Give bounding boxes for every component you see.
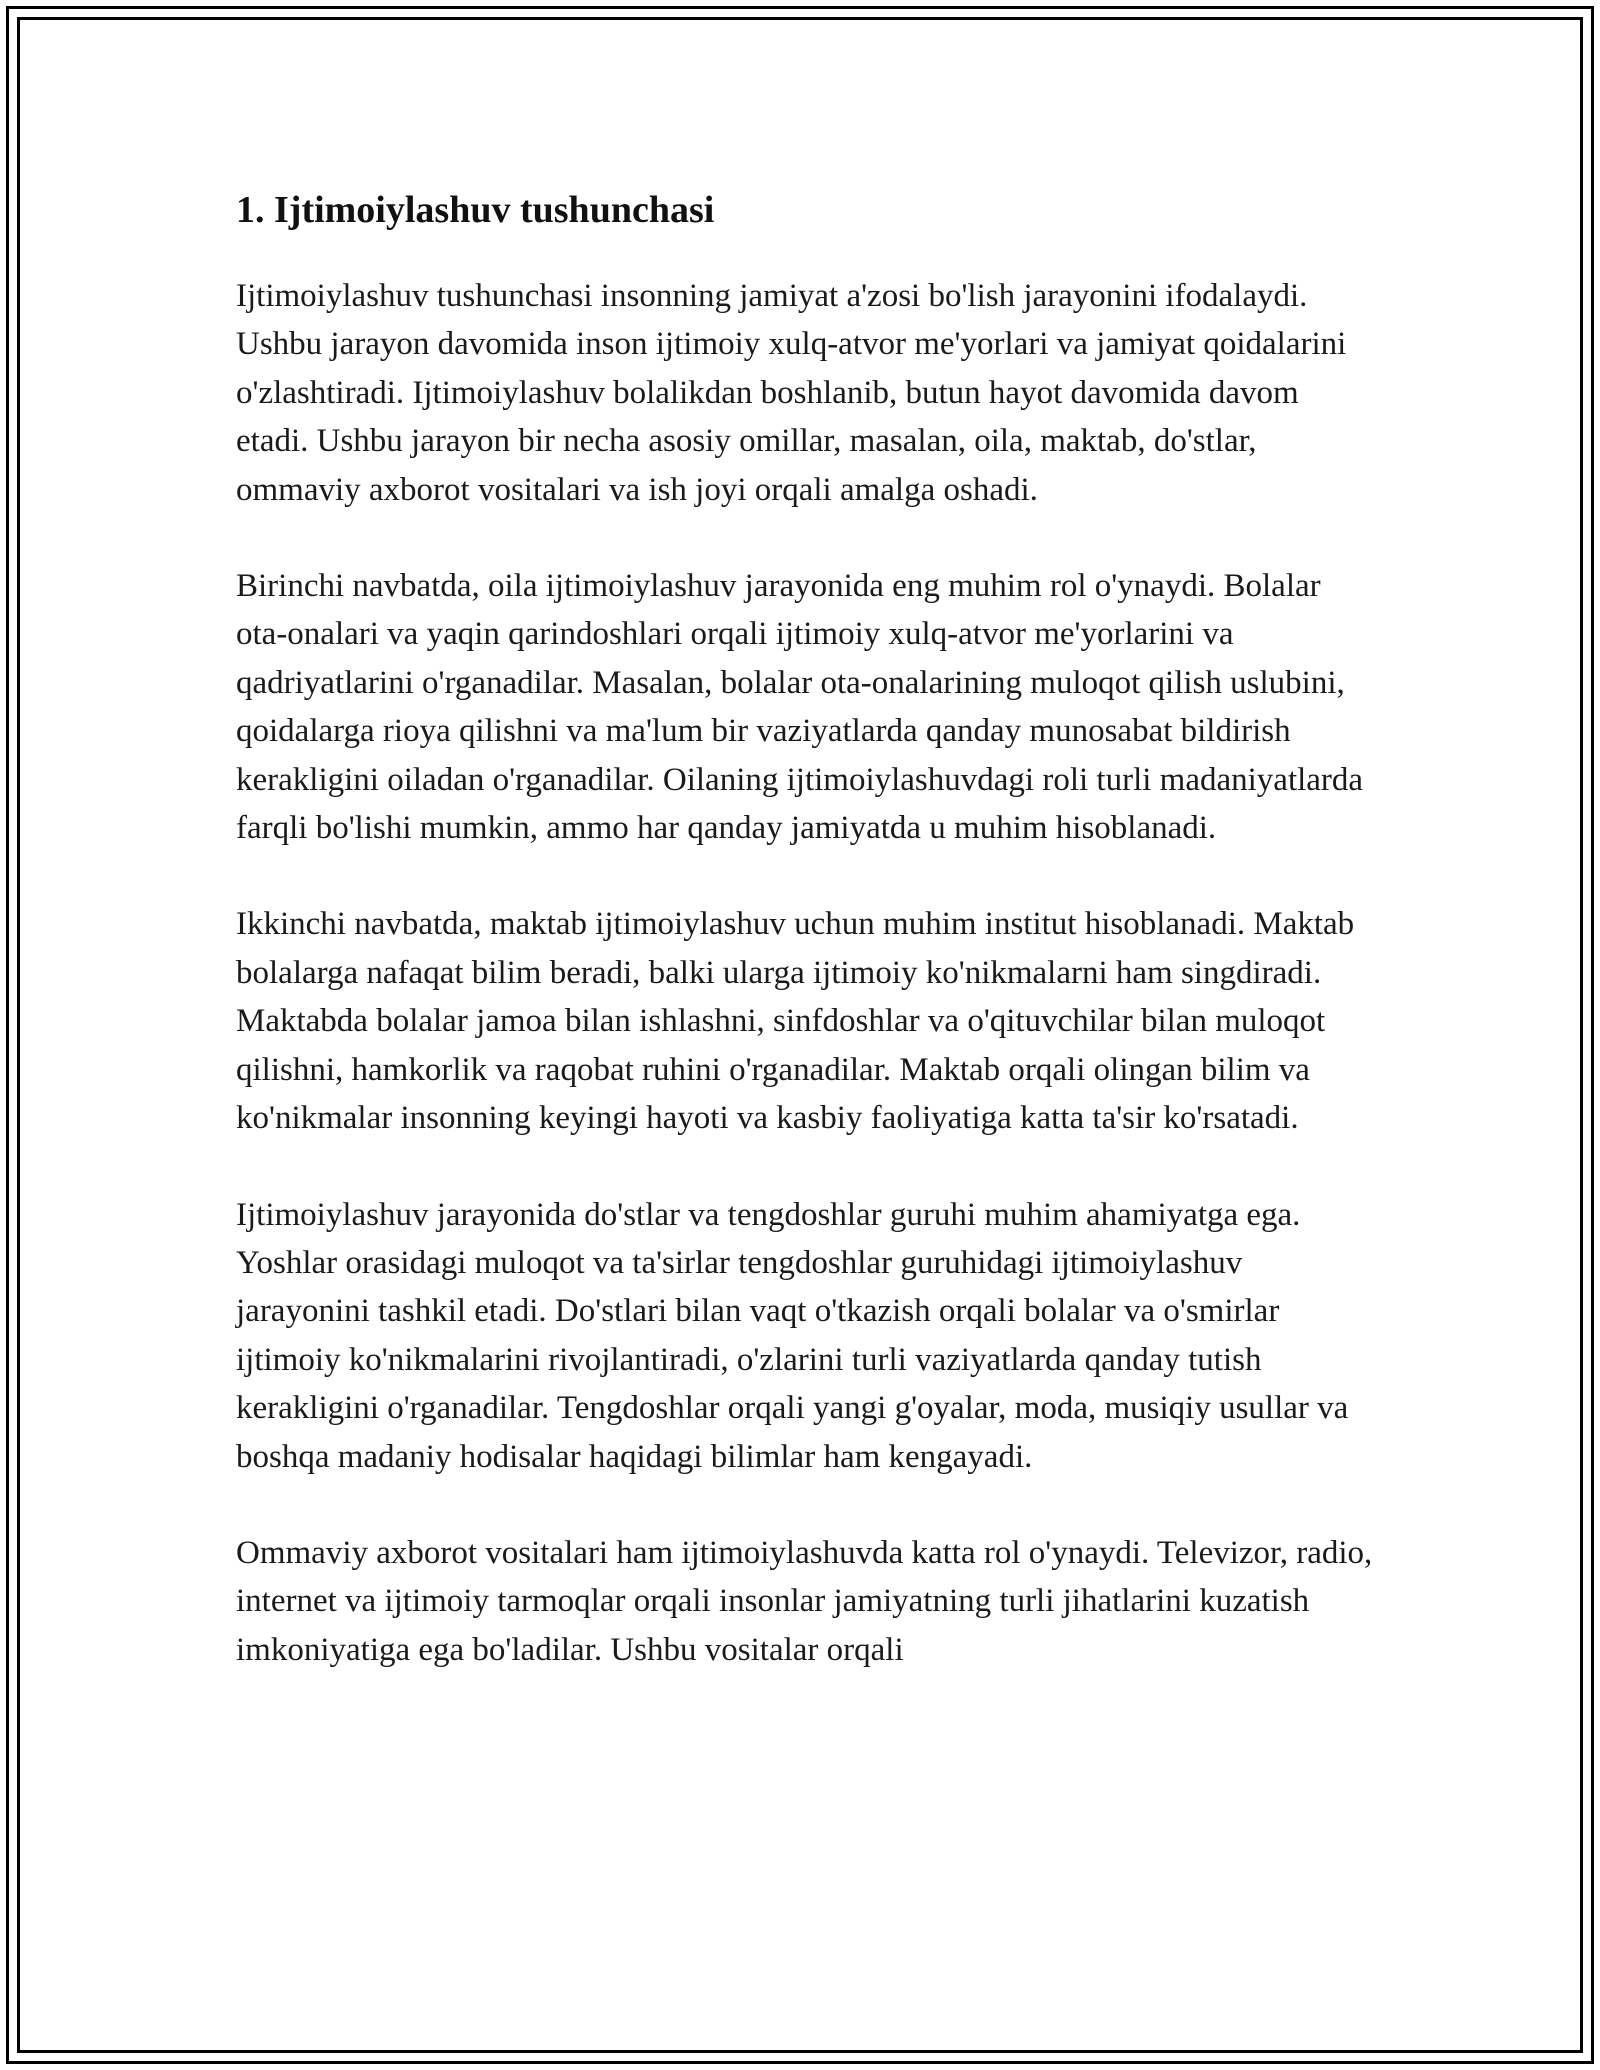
paragraph-media: Ommaviy axborot vositalari ham ijtimoiylashuvda katta rol o'ynaydi. Televizor, radio, internet va ijtimoiy tarmoqlar orqali insonlar jamiyatning turli jihatlarini kuzatish imkoniyatiga ega bo'ladilar. Ushbu vositalar orqali [236, 1534, 1373, 1668]
document-body [236, 186, 1376, 1722]
paragraph-school: Ikkinchi navbatda, maktab ijtimoiylashuv uchun muhim institut hisoblanadi. Maktab bolalarga nafaqat bilim beradi, balki ularga ijtimoiy ko'nikmalarni ham singdiradi. Maktabda bolalar jamoa bilan ishlashni, sinfdoshlar va o'qituvchilar bilan muloqot qilishni, hamkorlik va raqobat ruhini o'rganadilar. Maktab orqali olingan bilim va ko'nikmalar insonning keyingi hayoti va kasbiy faoliyatiga katta ta'sir ko'rsatadi. [236, 906, 1355, 1137]
paragraph-definition: Ijtimoiylashuv tushunchasi insonning jamiyat a'zosi bo'lish jarayonini ifodalaydi. Ushbu jarayon davomida inson ijtimoiy xulq-atvor me'yorlari va jamiyat qoidalarini o'zlashtiradi. Ijtimoiylashuv bolalikdan boshlanib, butun hayot davomida davom etadi. Ushbu jarayon bir necha asosiy omillar, masalan, oila, maktab, do'stlar, ommaviy axborot vositalari va ish joyi orqali amalga oshadi. [236, 278, 1347, 508]
paragraph-family: Birinchi navbatda, oila ijtimoiylashuv jarayonida eng muhim rol o'ynaydi. Bolalar ota-onalari va yaqin qarindoshlari orqali ijtimoiy xulq-atvor me'yorlarini va qadriyatlarini o'rganadilar. Masalan, bolalar ota-onalarining muloqot qilish uslubini, qoidalarga rioya qilishni va ma'lum bir vaziyatlarda qanday munosabat bildirish kerakligini oiladan o'rganadilar. Oilaning ijtimoiylashuvdagi roli turli madaniyatlarda farqli bo'lishi mumkin, ammo har qanday jamiyatda u muhim hisoblanadi. [236, 568, 1364, 847]
paragraph-peers: Ijtimoiylashuv jarayonida do'stlar va tengdoshlar guruhi muhim ahamiyatga ega. Yoshlar orasidagi muloqot va ta'sirlar tengdoshlar guruhidagi ijtimoiylashuv jarayonini tashkil etadi. Do'stlari bilan vaqt o'tkazish orqali bolalar va o'smirlar ijtimoiy ko'nikmalarini rivojlantiradi, o'zlarini turli vaziyatlarda qanday tutish kerakligini o'rganadilar. Tengdoshlar orqali yangi g'oyalar, moda, musiqiy usullar va boshqa madaniy hodisalar haqidagi bilimlar ham kengayadi. [236, 1196, 1349, 1475]
section-heading: 1. Ijtimoiylashuv tushunchasi [236, 189, 715, 231]
